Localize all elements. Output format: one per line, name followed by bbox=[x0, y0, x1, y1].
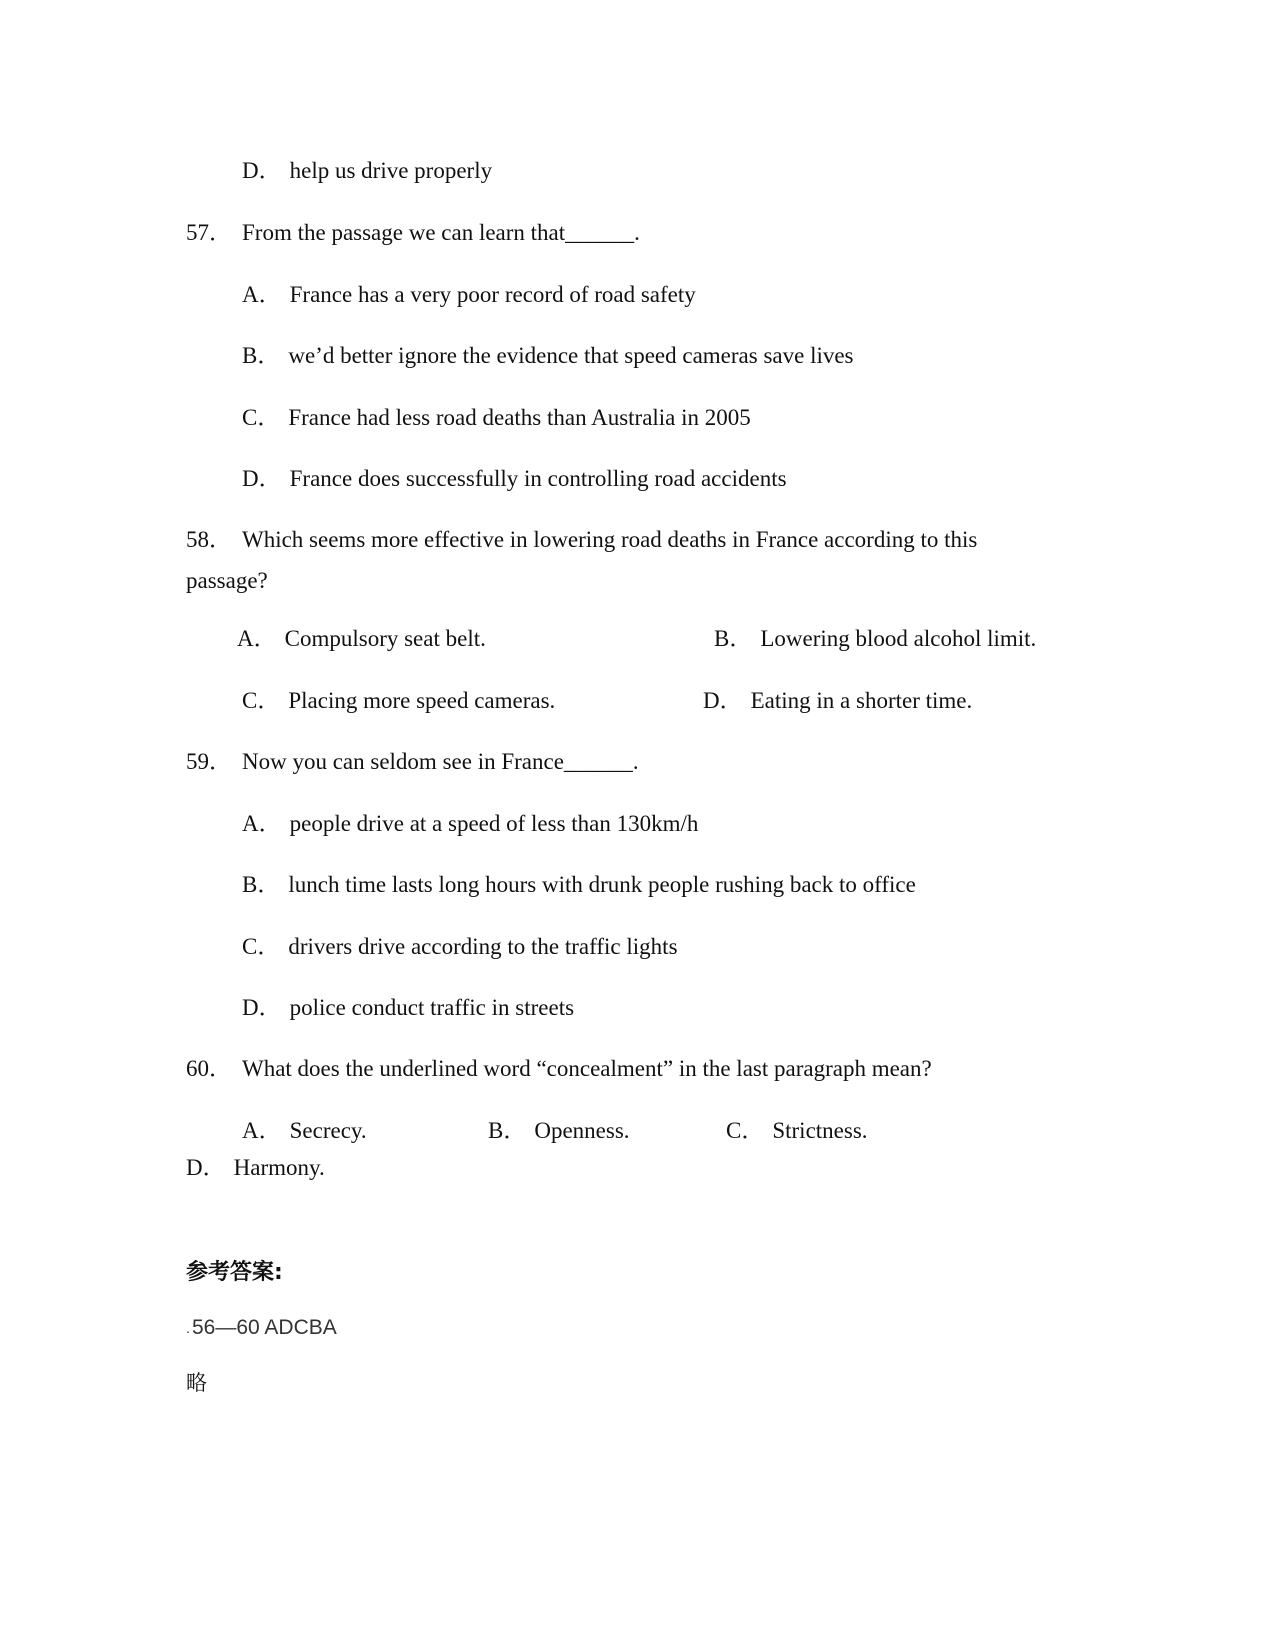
q57-option-c bbox=[242, 403, 751, 433]
option-letter: C． bbox=[242, 405, 281, 430]
option-text: Compulsory seat belt. bbox=[284, 626, 486, 651]
option-text: Eating in a shorter time. bbox=[750, 688, 973, 713]
option-letter: A． bbox=[242, 811, 282, 836]
q58-option-a bbox=[237, 624, 486, 654]
option-letter: A． bbox=[242, 282, 282, 307]
question-number: 60． bbox=[186, 1056, 232, 1081]
option-text: Secrecy. bbox=[289, 1118, 367, 1143]
q58-option-b bbox=[714, 624, 1036, 654]
q60-stem bbox=[186, 1054, 932, 1084]
option-text: Openness. bbox=[534, 1118, 630, 1143]
option-text: Strictness. bbox=[772, 1118, 868, 1143]
question-text: From the passage we can learn that______. bbox=[242, 220, 640, 245]
q59-option-a bbox=[242, 809, 698, 839]
option-text: Lowering blood alcohol limit. bbox=[760, 626, 1037, 651]
answer-heading: 参考答案: bbox=[186, 1260, 283, 1285]
q60-option-a bbox=[242, 1116, 367, 1146]
q58-stem bbox=[186, 519, 1046, 601]
option-text: we’d better ignore the evidence that speed cameras save lives bbox=[288, 343, 854, 368]
question-number: 58． bbox=[186, 527, 232, 552]
q57-option-a bbox=[242, 280, 696, 310]
option-text: lunch time lasts long hours with drunk people rushing back to office bbox=[288, 872, 916, 897]
option-text: Placing more speed cameras. bbox=[288, 688, 556, 713]
option-letter: B． bbox=[488, 1118, 527, 1143]
question-number: 57． bbox=[186, 220, 232, 245]
q58-option-c bbox=[242, 686, 555, 716]
q57-stem bbox=[186, 218, 640, 248]
q59-option-b bbox=[242, 870, 916, 900]
option-letter: D． bbox=[242, 158, 282, 183]
option-letter: A． bbox=[242, 1118, 282, 1143]
option-text: police conduct traffic in streets bbox=[289, 995, 575, 1020]
q59-stem bbox=[186, 747, 639, 777]
answer-key-prefix: . bbox=[186, 1320, 190, 1336]
option-text: Harmony. bbox=[233, 1155, 325, 1180]
option-letter: B． bbox=[242, 872, 281, 897]
option-letter: D． bbox=[186, 1155, 226, 1180]
question-text: What does the underlined word “concealment” in the last paragraph mean? bbox=[242, 1056, 932, 1081]
q57-option-b bbox=[242, 341, 854, 371]
option-letter: D． bbox=[703, 688, 743, 713]
q60-option-d bbox=[186, 1153, 325, 1183]
option-text: drivers drive according to the traffic lights bbox=[288, 934, 678, 959]
option-letter: C． bbox=[726, 1118, 765, 1143]
answer-note: 略 bbox=[186, 1371, 207, 1395]
option-letter: A． bbox=[237, 626, 277, 651]
option-text: France does successfully in controlling road accidents bbox=[289, 466, 787, 491]
question-text: Now you can seldom see in France______. bbox=[242, 749, 639, 774]
q59-option-c bbox=[242, 932, 678, 962]
option-letter: D． bbox=[242, 466, 282, 491]
answer-key-text: 56—60 ADCBA bbox=[192, 1316, 337, 1339]
question-text: Which seems more effective in lowering road deaths in France according to this passage? bbox=[186, 527, 978, 593]
option-letter: D． bbox=[242, 995, 282, 1020]
question-number: 59． bbox=[186, 749, 232, 774]
option-text: France had less road deaths than Australia in 2005 bbox=[288, 405, 751, 430]
option-text: France has a very poor record of road safety bbox=[289, 282, 696, 307]
option-letter: B． bbox=[242, 343, 281, 368]
q60-option-b bbox=[488, 1116, 630, 1146]
option-text: help us drive properly bbox=[289, 158, 493, 183]
q56-option-d bbox=[242, 156, 492, 186]
q59-option-d bbox=[242, 993, 574, 1023]
option-text: people drive at a speed of less than 130km/h bbox=[289, 811, 699, 836]
q57-option-d bbox=[242, 464, 787, 494]
option-letter: C． bbox=[242, 934, 281, 959]
q60-option-c bbox=[726, 1116, 868, 1146]
option-letter: B． bbox=[714, 626, 753, 651]
q58-option-d bbox=[703, 686, 972, 716]
answer-key bbox=[186, 1313, 337, 1343]
option-letter: C． bbox=[242, 688, 281, 713]
